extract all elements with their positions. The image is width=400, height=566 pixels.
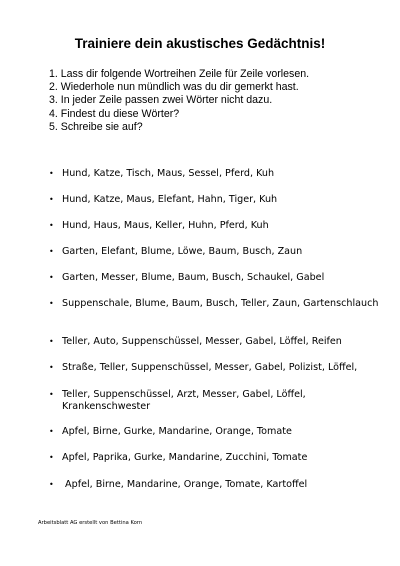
bullet-icon: • — [49, 221, 54, 230]
word-row-text: Suppenschale, Blume, Baum, Busch, Teller, Zaun, Gartenschlauch — [62, 298, 379, 309]
bullet-icon: • — [49, 390, 54, 399]
instruction-item: 3. In jeder Zeile passen zwei Wörter nicht dazu. — [49, 94, 273, 107]
bullet-icon: • — [49, 480, 54, 489]
word-row — [49, 272, 379, 284]
word-row-text: Garten, Messer, Blume, Baum, Busch, Schaukel, Gabel — [62, 272, 325, 283]
word-row-text: Straße, Teller, Suppenschüssel, Messer, Gabel, Polizist, Löffel, — [62, 362, 358, 373]
instruction-item: 1. Lass dir folgende Wortreihen Zeile für Zeile vorlesen. — [49, 68, 310, 80]
bullet-icon: • — [49, 427, 54, 436]
bullet-icon: • — [49, 247, 54, 256]
word-row-text: Garten, Elefant, Blume, Löwe, Baum, Busch, Zaun — [62, 246, 303, 257]
instruction-item: 2. Wiederhole nun mündlich was du dir gemerkt hast. — [49, 81, 299, 94]
instruction-item: 4. Findest du diese Wörter? — [49, 107, 180, 120]
word-row — [49, 426, 379, 438]
word-row — [49, 168, 379, 180]
bullet-icon: • — [49, 363, 54, 372]
word-row-text: Hund, Katze, Maus, Elefant, Hahn, Tiger, Kuh — [62, 194, 278, 205]
word-row-text: Hund, Haus, Maus, Keller, Huhn, Pferd, Kuh — [62, 220, 269, 231]
word-row — [49, 389, 379, 413]
word-row-text: Apfel, Paprika, Gurke, Mandarine, Zucchini, Tomate — [62, 452, 308, 463]
word-row-text: Teller, Auto, Suppenschüssel, Messer, Gabel, Löffel, Reifen — [62, 336, 342, 347]
word-row — [49, 362, 379, 374]
word-row — [49, 452, 379, 464]
footer-credit: Arbeitsblatt AG erstellt von Bettina Korn — [38, 520, 143, 526]
word-row — [49, 246, 379, 258]
word-row-text: Hund, Katze, Tisch, Maus, Sessel, Pferd, Kuh — [62, 168, 275, 179]
word-row-text: Teller, Suppenschüssel, Arzt, Messer, Gabel, Löffel, Krankenschwester — [62, 389, 306, 412]
page-title: Trainiere dein akustisches Gedächtnis! — [74, 36, 326, 51]
word-row-text: Apfel, Birne, Gurke, Mandarine, Orange, Tomate — [62, 426, 292, 437]
bullet-icon: • — [49, 195, 54, 204]
word-row — [49, 194, 379, 206]
word-row — [49, 298, 379, 310]
word-row — [49, 336, 379, 348]
bullet-icon: • — [49, 337, 54, 346]
word-row — [49, 220, 379, 232]
bullet-icon: • — [49, 299, 54, 308]
word-row-text: Apfel, Birne, Mandarine, Orange, Tomate, Kartoffel — [62, 479, 308, 490]
instruction-item: 5. Schreibe sie auf? — [49, 120, 143, 133]
bullet-icon: • — [49, 169, 54, 178]
word-row — [49, 479, 379, 491]
instruction-list — [49, 68, 309, 134]
bullet-icon: • — [49, 453, 54, 462]
bullet-icon: • — [49, 273, 54, 282]
